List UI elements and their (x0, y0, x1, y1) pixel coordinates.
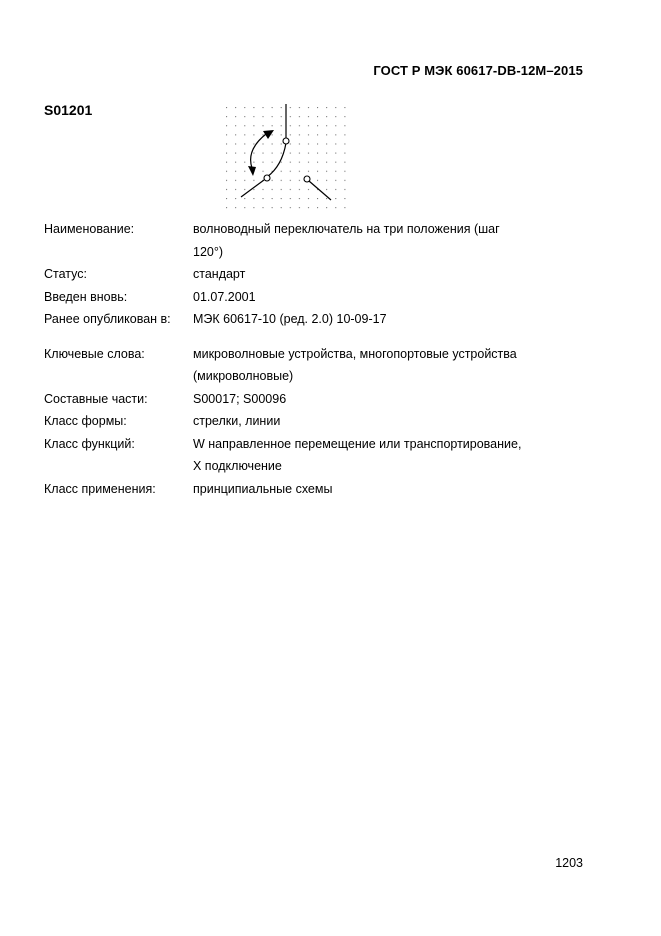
property-value-line: стрелки, линии (193, 414, 281, 428)
property-row-components (44, 388, 584, 411)
property-row-introduced (44, 286, 584, 309)
contact-top (283, 138, 289, 144)
property-value-line: принципиальные схемы (193, 481, 333, 496)
property-label: Составные части: (44, 391, 148, 406)
symbol-id: S01201 (44, 102, 93, 118)
property-value (193, 343, 584, 388)
property-row-keywords (44, 343, 584, 388)
property-label: Класс функций: (44, 436, 135, 451)
property-label: Ранее опубликован в: (44, 312, 171, 326)
property-label: Ключевые слова: (44, 346, 145, 361)
property-value (193, 388, 584, 411)
property-label: Наименование: (44, 222, 135, 236)
property-value (193, 218, 584, 263)
property-value-line: 01.07.2001 (193, 289, 256, 304)
property-value-line: (микроволновые) (193, 369, 294, 383)
property-value-line: микроволновые устройства, многопортовые устройства (193, 346, 517, 361)
property-value (193, 478, 584, 501)
property-value (193, 410, 584, 433)
property-value-line: 120°) (193, 244, 224, 259)
property-value (193, 308, 584, 331)
symbol-grid (222, 104, 352, 216)
contact-right (304, 176, 310, 182)
page-number: 1203 (555, 856, 583, 870)
property-row-status (44, 263, 584, 286)
property-value-line: S00017; S00096 (193, 391, 287, 406)
document-header: ГОСТ Р МЭК 60617-DB-12M–2015 (373, 63, 583, 78)
property-value-line: МЭК 60617-10 (ред. 2.0) 10-09-17 (193, 312, 387, 326)
property-label: Введен вновь: (44, 289, 128, 304)
property-row-previously-published (44, 308, 584, 331)
property-row-function-class (44, 433, 584, 478)
property-label: Статус: (44, 267, 87, 281)
contact-left (264, 175, 270, 181)
property-value-line: X подключение (193, 459, 282, 473)
property-value-line: волноводный переключатель на три положения (шаг (193, 222, 500, 236)
property-value (193, 263, 584, 286)
symbol-properties (44, 218, 584, 500)
property-row-name (44, 218, 584, 263)
property-row-shape-class (44, 410, 584, 433)
property-value-line: стандарт (193, 267, 246, 281)
property-value (193, 433, 584, 478)
property-label: Класс формы: (44, 414, 127, 428)
property-label: Класс применения: (44, 481, 156, 496)
property-value-line: W направленное перемещение или транспортирование, (193, 436, 522, 451)
waveguide-three-position-switch-icon (222, 104, 352, 216)
property-value (193, 286, 584, 309)
property-row-application-class (44, 478, 584, 501)
